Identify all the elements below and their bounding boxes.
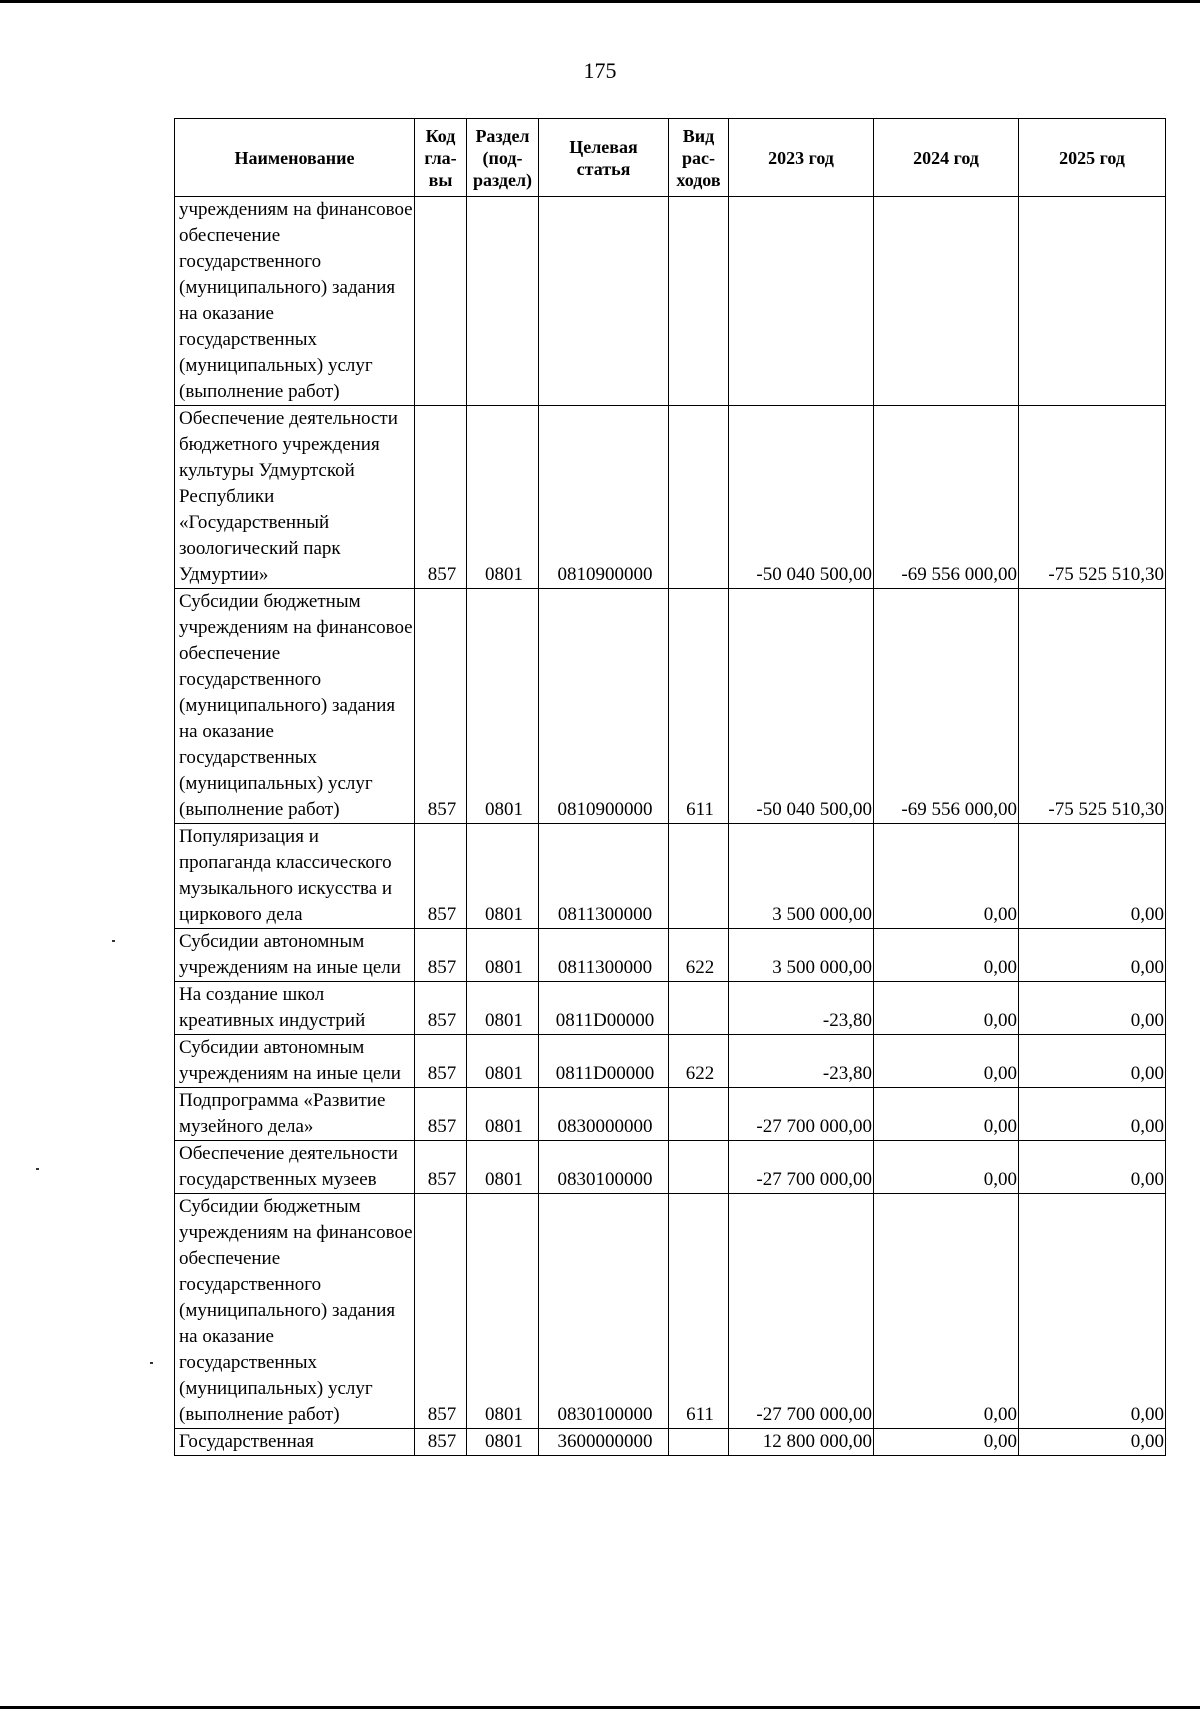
cell-section: 0801 [467, 929, 539, 982]
cell-expense-kind [669, 406, 729, 589]
cell-name: Субсидии бюджетным учреждениям на финансовое обеспечение государственного (муниципального) задания на оказание государственных (муниципальных) услуг (выполнение работ) [175, 1194, 415, 1429]
cell-year-2023: -23,80 [729, 982, 874, 1035]
cell-chapter-code: 857 [415, 1141, 467, 1194]
cell-year-2023 [729, 197, 874, 406]
cell-target-article: 0810900000 [539, 406, 669, 589]
scan-speck [112, 940, 115, 942]
budget-table [174, 118, 1166, 1456]
header-chapter-code: Код гла-вы [415, 119, 467, 197]
cell-year-2023: 3 500 000,00 [729, 824, 874, 929]
cell-year-2024: 0,00 [874, 982, 1019, 1035]
cell-name: учреждениям на финансовое обеспечение государственного (муниципального) задания на оказание государственных (муниципальных) услуг (выполнение работ) [175, 197, 415, 406]
cell-year-2025 [1019, 197, 1166, 406]
cell-section: 0801 [467, 589, 539, 824]
cell-target-article: 0811D00000 [539, 1035, 669, 1088]
cell-section: 0801 [467, 1035, 539, 1088]
table-row [175, 406, 1166, 589]
scan-speck [150, 1362, 153, 1364]
cell-year-2025: 0,00 [1019, 1194, 1166, 1429]
header-year-2024: 2024 год [874, 119, 1019, 197]
cell-name: Подпрограмма «Развитие музейного дела» [175, 1088, 415, 1141]
cell-year-2025: -75 525 510,30 [1019, 589, 1166, 824]
cell-target-article [539, 197, 669, 406]
cell-chapter-code: 857 [415, 1429, 467, 1456]
cell-year-2025: 0,00 [1019, 982, 1166, 1035]
cell-expense-kind [669, 1429, 729, 1456]
cell-section: 0801 [467, 406, 539, 589]
table-row [175, 1088, 1166, 1141]
cell-year-2024: -69 556 000,00 [874, 589, 1019, 824]
cell-section [467, 197, 539, 406]
scan-speck [36, 1168, 39, 1170]
cell-section: 0801 [467, 1141, 539, 1194]
table-body [175, 197, 1166, 1456]
header-name: Наименование [175, 119, 415, 197]
cell-name: Обеспечение деятельности бюджетного учреждения культуры Удмуртской Республики «Государственный зоологический парк Удмуртии» [175, 406, 415, 589]
table-row [175, 589, 1166, 824]
cell-section: 0801 [467, 1088, 539, 1141]
cell-target-article: 0811D00000 [539, 982, 669, 1035]
cell-section: 0801 [467, 1429, 539, 1456]
cell-expense-kind [669, 1088, 729, 1141]
top-border-line [0, 0, 1200, 3]
cell-chapter-code: 857 [415, 824, 467, 929]
cell-year-2025: 0,00 [1019, 1088, 1166, 1141]
cell-section: 0801 [467, 1194, 539, 1429]
cell-year-2023: -50 040 500,00 [729, 406, 874, 589]
header-section: Раздел (под-раздел) [467, 119, 539, 197]
header-target-article: Целевая статья [539, 119, 669, 197]
table-row [175, 929, 1166, 982]
cell-name: Государственная [175, 1429, 415, 1456]
cell-name: На создание школ креативных индустрий [175, 982, 415, 1035]
cell-year-2024: 0,00 [874, 1141, 1019, 1194]
cell-expense-kind: 611 [669, 1194, 729, 1429]
page-number: 175 [583, 58, 617, 83]
cell-year-2025: 0,00 [1019, 824, 1166, 929]
cell-year-2024: 0,00 [874, 824, 1019, 929]
cell-year-2024: -69 556 000,00 [874, 406, 1019, 589]
cell-year-2023: -23,80 [729, 1035, 874, 1088]
cell-section: 0801 [467, 824, 539, 929]
cell-year-2024: 0,00 [874, 929, 1019, 982]
cell-year-2023: -27 700 000,00 [729, 1194, 874, 1429]
cell-year-2023: -27 700 000,00 [729, 1088, 874, 1141]
cell-section: 0801 [467, 982, 539, 1035]
cell-chapter-code: 857 [415, 1035, 467, 1088]
cell-name: Субсидии автономным учреждениям на иные цели [175, 1035, 415, 1088]
table-row [175, 1429, 1166, 1456]
cell-year-2023: -50 040 500,00 [729, 589, 874, 824]
cell-target-article: 0830000000 [539, 1088, 669, 1141]
table-row [175, 824, 1166, 929]
cell-name: Обеспечение деятельности государственных музеев [175, 1141, 415, 1194]
table-row [175, 1035, 1166, 1088]
cell-year-2023: -27 700 000,00 [729, 1141, 874, 1194]
cell-target-article: 0830100000 [539, 1194, 669, 1429]
table-header-row [175, 119, 1166, 197]
cell-expense-kind [669, 197, 729, 406]
cell-name: Популяризация и пропаганда классического музыкального искусства и циркового дела [175, 824, 415, 929]
cell-name: Субсидии бюджетным учреждениям на финансовое обеспечение государственного (муниципального) задания на оказание государственных (муниципальных) услуг (выполнение работ) [175, 589, 415, 824]
cell-year-2024 [874, 197, 1019, 406]
cell-target-article: 0830100000 [539, 1141, 669, 1194]
cell-expense-kind: 622 [669, 929, 729, 982]
cell-expense-kind: 611 [669, 589, 729, 824]
cell-chapter-code: 857 [415, 929, 467, 982]
header-expense-kind: Вид рас-ходов [669, 119, 729, 197]
cell-year-2023: 3 500 000,00 [729, 929, 874, 982]
cell-year-2024: 0,00 [874, 1088, 1019, 1141]
cell-year-2025: 0,00 [1019, 1429, 1166, 1456]
table-row [175, 1141, 1166, 1194]
header-year-2023: 2023 год [729, 119, 874, 197]
cell-chapter-code: 857 [415, 982, 467, 1035]
cell-chapter-code: 857 [415, 589, 467, 824]
cell-expense-kind: 622 [669, 1035, 729, 1088]
cell-chapter-code: 857 [415, 1194, 467, 1429]
cell-chapter-code: 857 [415, 1088, 467, 1141]
cell-year-2023: 12 800 000,00 [729, 1429, 874, 1456]
header-year-2025: 2025 год [1019, 119, 1166, 197]
cell-target-article: 0811300000 [539, 824, 669, 929]
cell-year-2024: 0,00 [874, 1035, 1019, 1088]
table-row [175, 197, 1166, 406]
cell-expense-kind [669, 1141, 729, 1194]
cell-expense-kind [669, 982, 729, 1035]
cell-year-2025: 0,00 [1019, 1035, 1166, 1088]
cell-year-2025: 0,00 [1019, 929, 1166, 982]
cell-target-article: 3600000000 [539, 1429, 669, 1456]
cell-year-2025: -75 525 510,30 [1019, 406, 1166, 589]
bottom-border-line [0, 1706, 1200, 1709]
table-row [175, 982, 1166, 1035]
cell-year-2024: 0,00 [874, 1429, 1019, 1456]
table-row [175, 1194, 1166, 1429]
cell-expense-kind [669, 824, 729, 929]
cell-chapter-code: 857 [415, 406, 467, 589]
cell-name: Субсидии автономным учреждениям на иные цели [175, 929, 415, 982]
cell-target-article: 0810900000 [539, 589, 669, 824]
cell-target-article: 0811300000 [539, 929, 669, 982]
cell-year-2024: 0,00 [874, 1194, 1019, 1429]
cell-chapter-code [415, 197, 467, 406]
cell-year-2025: 0,00 [1019, 1141, 1166, 1194]
